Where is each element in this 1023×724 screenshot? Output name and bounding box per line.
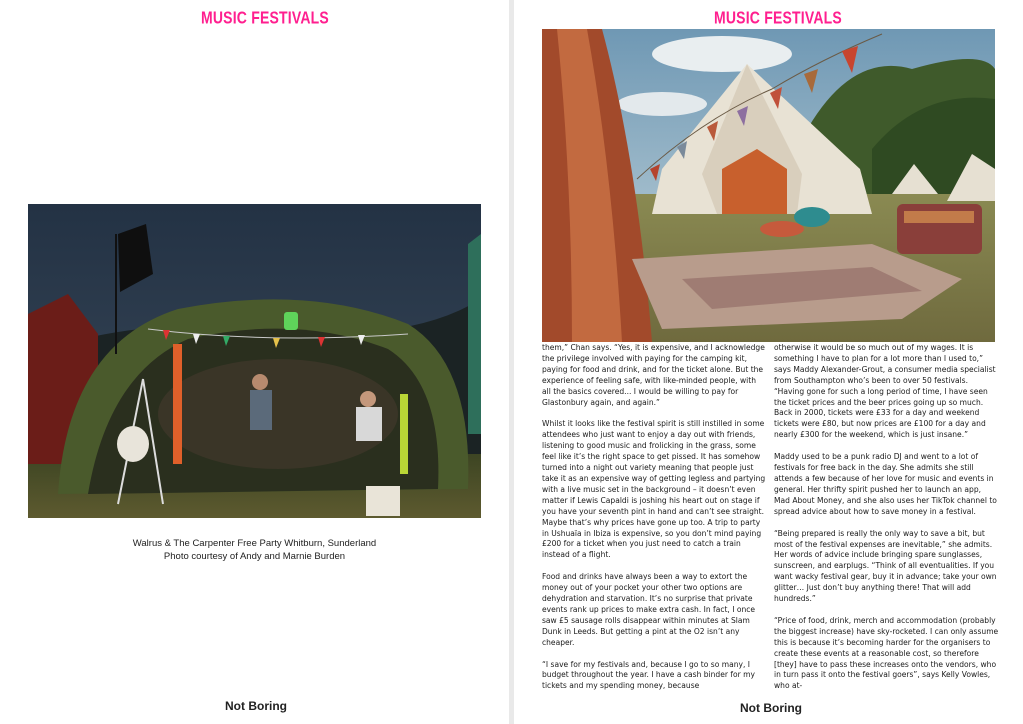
paragraph: them,” Chan says. “Yes, it is expensive, and I acknowledge the privilege involved with paying for the camping kit, paying for food and drink, and for the ticket alone. But the experience of feeling safe, with like-minded people, with all the basics covered... I would be willing to pay for Glastonbury again, and again.” — [542, 343, 765, 407]
paragraph: otherwise it would be so much out of my wages. It is something I have to plan for a lot more than I used to,” says Maddy Alexander-Grout, a consumer media specialist from Southampton who’s been to over 50 festivals. “Having gone for such a long period of time, I have seen the ticket prices and the beer prices going up so much. Back in 2000, tickets were £33 for a day and weekend tickets were £80, but now prices are £100 for a day and nearly £300 for the weekend, which is just insane.” — [774, 343, 996, 440]
photo-caption — [0, 537, 509, 563]
left-page — [0, 0, 509, 724]
paragraph: “I save for my festivals and, because I go to so many, I budget throughout the year. I have a cash binder for my tickets and my spending money, because — [542, 659, 755, 691]
section-header: MUSIC FESTIVALS — [201, 7, 329, 27]
section-header: MUSIC FESTIVALS — [714, 7, 842, 27]
article-column-1 — [542, 343, 767, 703]
paragraph: “Being prepared is really the only way to save a bit, but most of the festival expenses are inevitable,” she admits. Her words of advice include bringing spare sunglasses, sunscreen, and earplugs. “Think of all eventualities. If you want wacky festival gear, buy it in advance; take your own glitter… Just don’t buy anything there! That will add hundreds.” — [774, 528, 997, 604]
party-tent-photo — [28, 204, 481, 518]
paragraph: “Price of food, drink, merch and accommodation (probably the biggest increase) have sky-rocketed. I can only assume this is because it’s becoming harder for the organisers to create these events at a reasonable cost, so therefore [they] have to pass these increases onto the vendors, who in turn pass it onto the festival goers”, says Kelly Vowles, who at- — [774, 615, 999, 691]
paragraph: Food and drinks have always been a way to extort the money out of your pocket your other two options are dehydration and starvation. It’s no surprise that private events rank up prices to make extra cash. In fact, I once saw £5 sausage rolls disappear within minutes at Slam Dunk in Leeds. But getting a pint at the O2 isn’t any cheaper. — [542, 572, 756, 647]
bell-tent-photo — [542, 29, 995, 342]
page-footer: Not Boring — [225, 699, 287, 713]
page-footer: Not Boring — [740, 701, 802, 715]
article-column-2 — [774, 343, 999, 703]
right-page — [514, 0, 1023, 724]
paragraph: Maddy used to be a punk radio DJ and went to a lot of festivals for free back in the day. She admits she still attends a few because of her love for music and events in general. Her thrifty spirit pushed her to launch an app, Mad About Money, and she also uses her TikTok channel to spread advice about how to save money in a festival. — [774, 452, 997, 516]
caption-line-1: Walrus & The Carpenter Free Party Whitburn, Sunderland — [132, 538, 377, 549]
paragraph: Whilst it looks like the festival spirit is still instilled in some attendees who just want to enjoy a day out with friends, listening to good music and frolicking in the grass, some feel like it’s the right space to get pissed. It has somehow turned into a night out variety meaning that people just take it as an expensive way of getting legless and partying with a live music set in the background – it doesn’t even matter if Lewis Capaldi is joshing his heart out on stage if you have your seventh pint in hand and can’t see straight. Maybe that’s why prices have gone up too. A trip to party in Ushuaïa in Ibiza is expensive, so you don’t mind paying £200 for a ticket when you just need to catch a train instead of a flight. — [542, 419, 766, 560]
caption-line-2: Photo courtesy of Andy and Marnie Burden — [163, 551, 346, 562]
